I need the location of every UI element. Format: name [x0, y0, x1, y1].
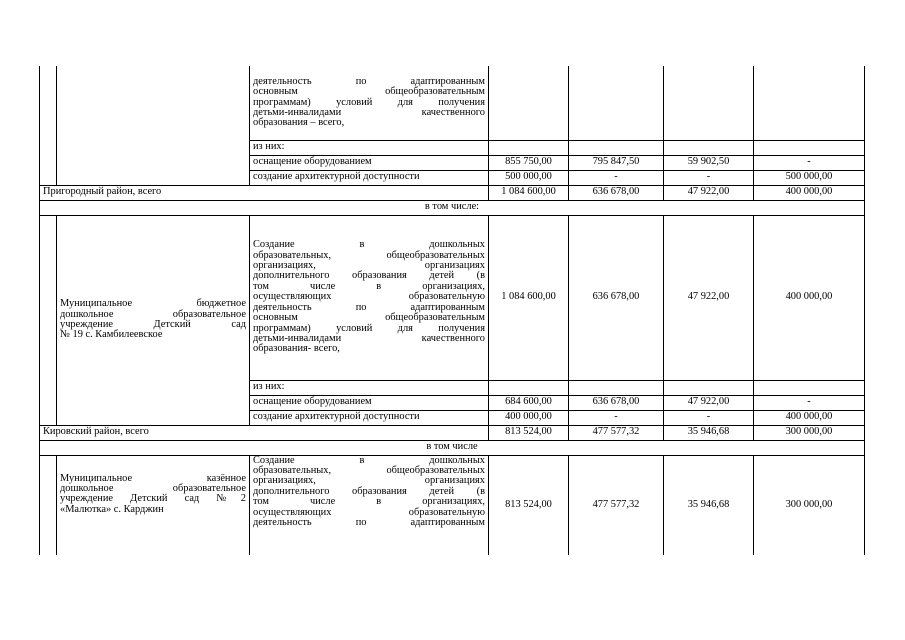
value-local: 400 000,00	[754, 410, 865, 425]
value-total: 1 084 600,00	[489, 185, 569, 200]
value-regional: 59 902,50	[664, 155, 754, 170]
organization-name: Муниципальное бюджетное дошкольное образовательное учреждение Детский сад № 19 с. Камбилеевское	[57, 215, 250, 425]
value-regional: 35 946,68	[664, 425, 754, 440]
value-federal: 795 847,50	[569, 155, 664, 170]
row-label: создание архитектурной доступности	[250, 170, 489, 185]
value-total: 400 000,00	[489, 410, 569, 425]
including-label: в том числе:	[40, 200, 865, 215]
row-label: оснащение оборудованием	[250, 155, 489, 170]
value-regional: -	[664, 410, 754, 425]
of-which-label: из них:	[250, 140, 489, 155]
value-regional: -	[664, 170, 754, 185]
district-total-row	[40, 425, 865, 440]
value-total: 684 600,00	[489, 395, 569, 410]
description-cell: Создание в дошкольных образовательных, общеобразовательных организациях, организациях дополнительного образования детей (в том числе в организациях, осуществляющих образовательную деятельность по адаптированным	[250, 455, 489, 555]
table-row	[40, 455, 865, 555]
district-total-row	[40, 185, 865, 200]
including-label: в том числе	[40, 440, 865, 455]
value-federal: 477 577,32	[569, 425, 664, 440]
value-regional: 47 922,00	[664, 185, 754, 200]
value-regional: 35 946,68	[664, 455, 754, 555]
description-cell: деятельность по адаптированным основным общеобразовательным программам) условий для получения детьми-инвалидами качественного образования – всего,	[250, 66, 489, 140]
of-which-label: из них:	[250, 380, 489, 395]
value-total: 500 000,00	[489, 170, 569, 185]
value-total: 1 084 600,00	[489, 215, 569, 380]
value-federal: 636 678,00	[569, 185, 664, 200]
funding-table	[39, 66, 865, 555]
row-label: создание архитектурной доступности	[250, 410, 489, 425]
value-local: 400 000,00	[754, 215, 865, 380]
value-federal: 636 678,00	[569, 395, 664, 410]
table-row	[40, 215, 865, 380]
value-local: 300 000,00	[754, 455, 865, 555]
value-local: -	[754, 155, 865, 170]
value-federal: 477 577,32	[569, 455, 664, 555]
value-local: -	[754, 395, 865, 410]
value-regional: 47 922,00	[664, 215, 754, 380]
value-local: 400 000,00	[754, 185, 865, 200]
value-total: 855 750,00	[489, 155, 569, 170]
district-title: Пригородный район, всего	[40, 185, 489, 200]
value-federal: 636 678,00	[569, 215, 664, 380]
organization-name: Муниципальное казённое дошкольное образовательное учреждение Детский сад №2 «Малютка» с. Карджин	[57, 455, 250, 555]
value-local: 300 000,00	[754, 425, 865, 440]
row-label: оснащение оборудованием	[250, 395, 489, 410]
value-federal: -	[569, 170, 664, 185]
value-local: 500 000,00	[754, 170, 865, 185]
district-title: Кировский район, всего	[40, 425, 489, 440]
description-cell: Создание в дошкольных образовательных, общеобразовательных организациях, организациях дополнительного образования детей (в том числе в организациях, осуществляющих образовательную деятельность по адаптированным основным общеобразовательным программам) условий для получения детьми-инвалидами качественного образования- всего,	[250, 215, 489, 380]
section-row	[40, 200, 865, 215]
value-total: 813 524,00	[489, 425, 569, 440]
value-total: 813 524,00	[489, 455, 569, 555]
value-federal: -	[569, 410, 664, 425]
table-row	[40, 66, 865, 140]
section-row	[40, 440, 865, 455]
value-regional: 47 922,00	[664, 395, 754, 410]
